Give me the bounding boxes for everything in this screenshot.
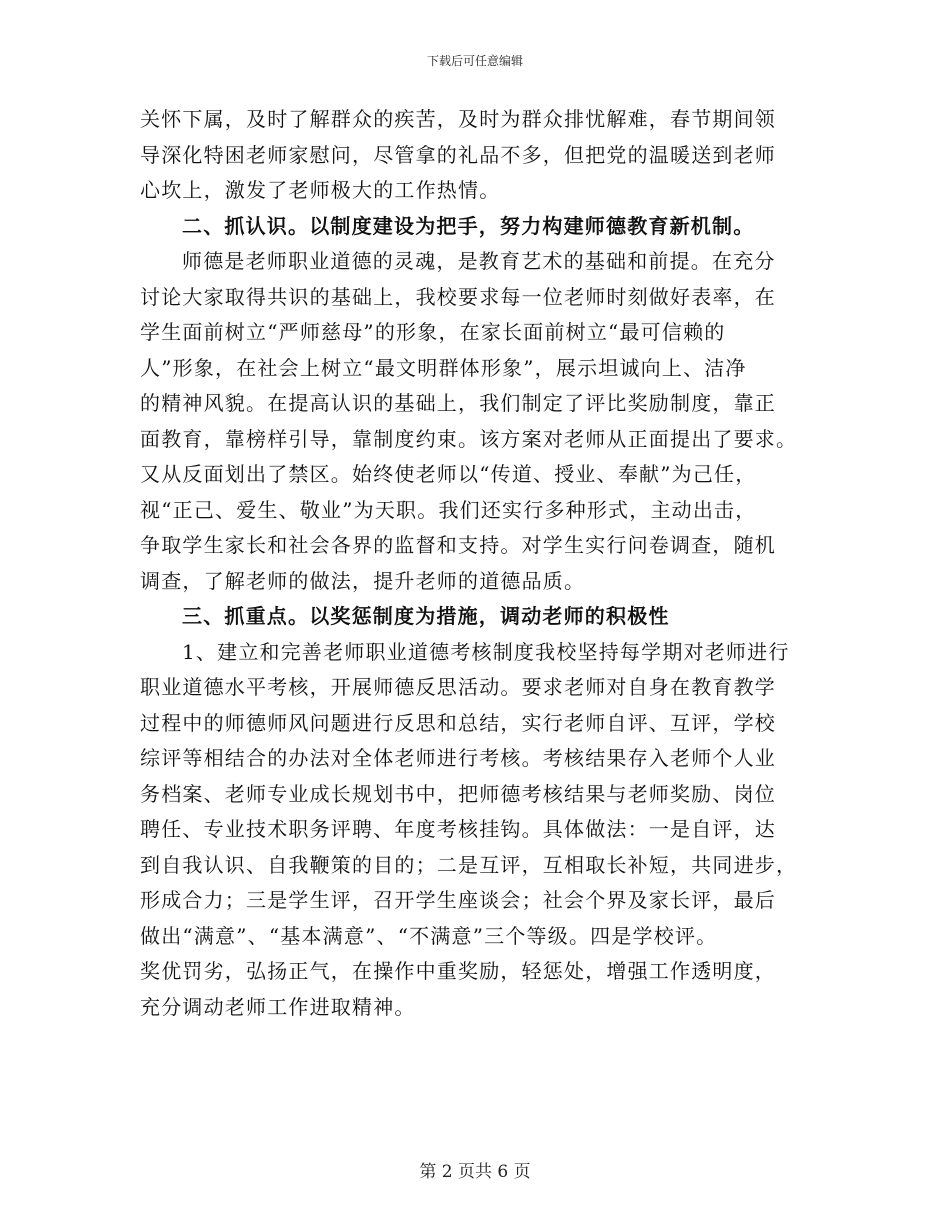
text-line: 过程中的师德师风问题进行反思和总结，实行老师自评、互评，学校 (140, 710, 776, 735)
text-line: 调查，了解老师的做法，提升老师的道德品质。 (140, 568, 586, 593)
text-line: 关怀下属，及时了解群众的疾苦，及时为群众排忧解难，春节期间领 (140, 107, 776, 131)
text-line: 奖优罚劣，弘扬正气，在操作中重奖励，轻惩处，增强工作透明度， (140, 959, 776, 983)
text-line: 心坎上，激发了老师极大的工作热情。 (140, 178, 501, 202)
text-line: 聘任、专业技术职务评聘、年度考核挂钩。具体做法：一是自评，达 (140, 817, 776, 841)
text-line: 形成合力；三是学生评，召开学生座谈会；社会个界及家长评，最后 (140, 888, 776, 912)
text-line: 视“正己、爱生、敬业”为天职。我们还实行多种形式，主动出击， (140, 497, 757, 522)
text-line: 综评等相结合的办法对全体老师进行考核。考核结果存入老师个人业 (140, 746, 776, 770)
text-line: 到自我认识、自我鞭策的目的；二是互评，互相取长补短，共同进步， (140, 852, 798, 877)
text-line: 的精神风貌。在提高认识的基础上，我们制定了评比奖励制度，靠正 (140, 391, 776, 415)
text-line: 务档案、老师专业成长规划书中，把师德考核结果与老师奖励、岗位 (140, 781, 776, 806)
text-line: 争取学生家长和社会各界的监督和支持。对学生实行问卷调查，随机 (140, 533, 776, 557)
page-footer: 第 2 页共 6 页 (419, 1162, 531, 1182)
text-line: 讨论大家取得共识的基础上，我校要求每一位老师时刻做好表率，在 (140, 284, 776, 309)
text-line: 又从反面划出了禁区。始终使老师以“传道、授业、奉献”为己任， (140, 462, 757, 486)
text-line: 导深化特困老师家慰问，尽管拿的礼品不多，但把党的温暖送到老师 (140, 142, 776, 167)
text-line: 做出“满意”、“基本满意”、“不满意”三个等级。四是学校评。 (140, 923, 718, 948)
text-line: 1、建立和完善老师职业道德考核制度我校坚持每学期对老师进行 (182, 639, 790, 664)
text-line: 学生面前树立“严师慈母”的形象，在家长面前树立“最可信赖的 (140, 320, 726, 344)
text-line: 面教育，靠榜样引导，靠制度约束。该方案对老师从正面提出了要求。 (140, 426, 798, 451)
text-line: 职业道德水平考核，开展师德反思活动。要求老师对自身在教育教学 (140, 675, 776, 699)
text-line: 师德是老师职业道德的灵魂，是教育艺术的基础和前提。在充分 (182, 249, 776, 273)
text-line: 人”形象，在社会上树立“最文明群体形象”，展示坦诚向上、洁净 (140, 355, 747, 380)
document-body (140, 102, 820, 1025)
section-heading: 三、抓重点。以奖惩制度为措施，调动老师的积极性 (182, 604, 670, 628)
text-line: 充分调动老师工作进取精神。 (140, 994, 416, 1019)
page-header: 下载后可任意编辑 (426, 54, 523, 68)
section-heading: 二、抓认识。以制度建设为把手，努力构建师德教育新机制。 (182, 213, 755, 238)
